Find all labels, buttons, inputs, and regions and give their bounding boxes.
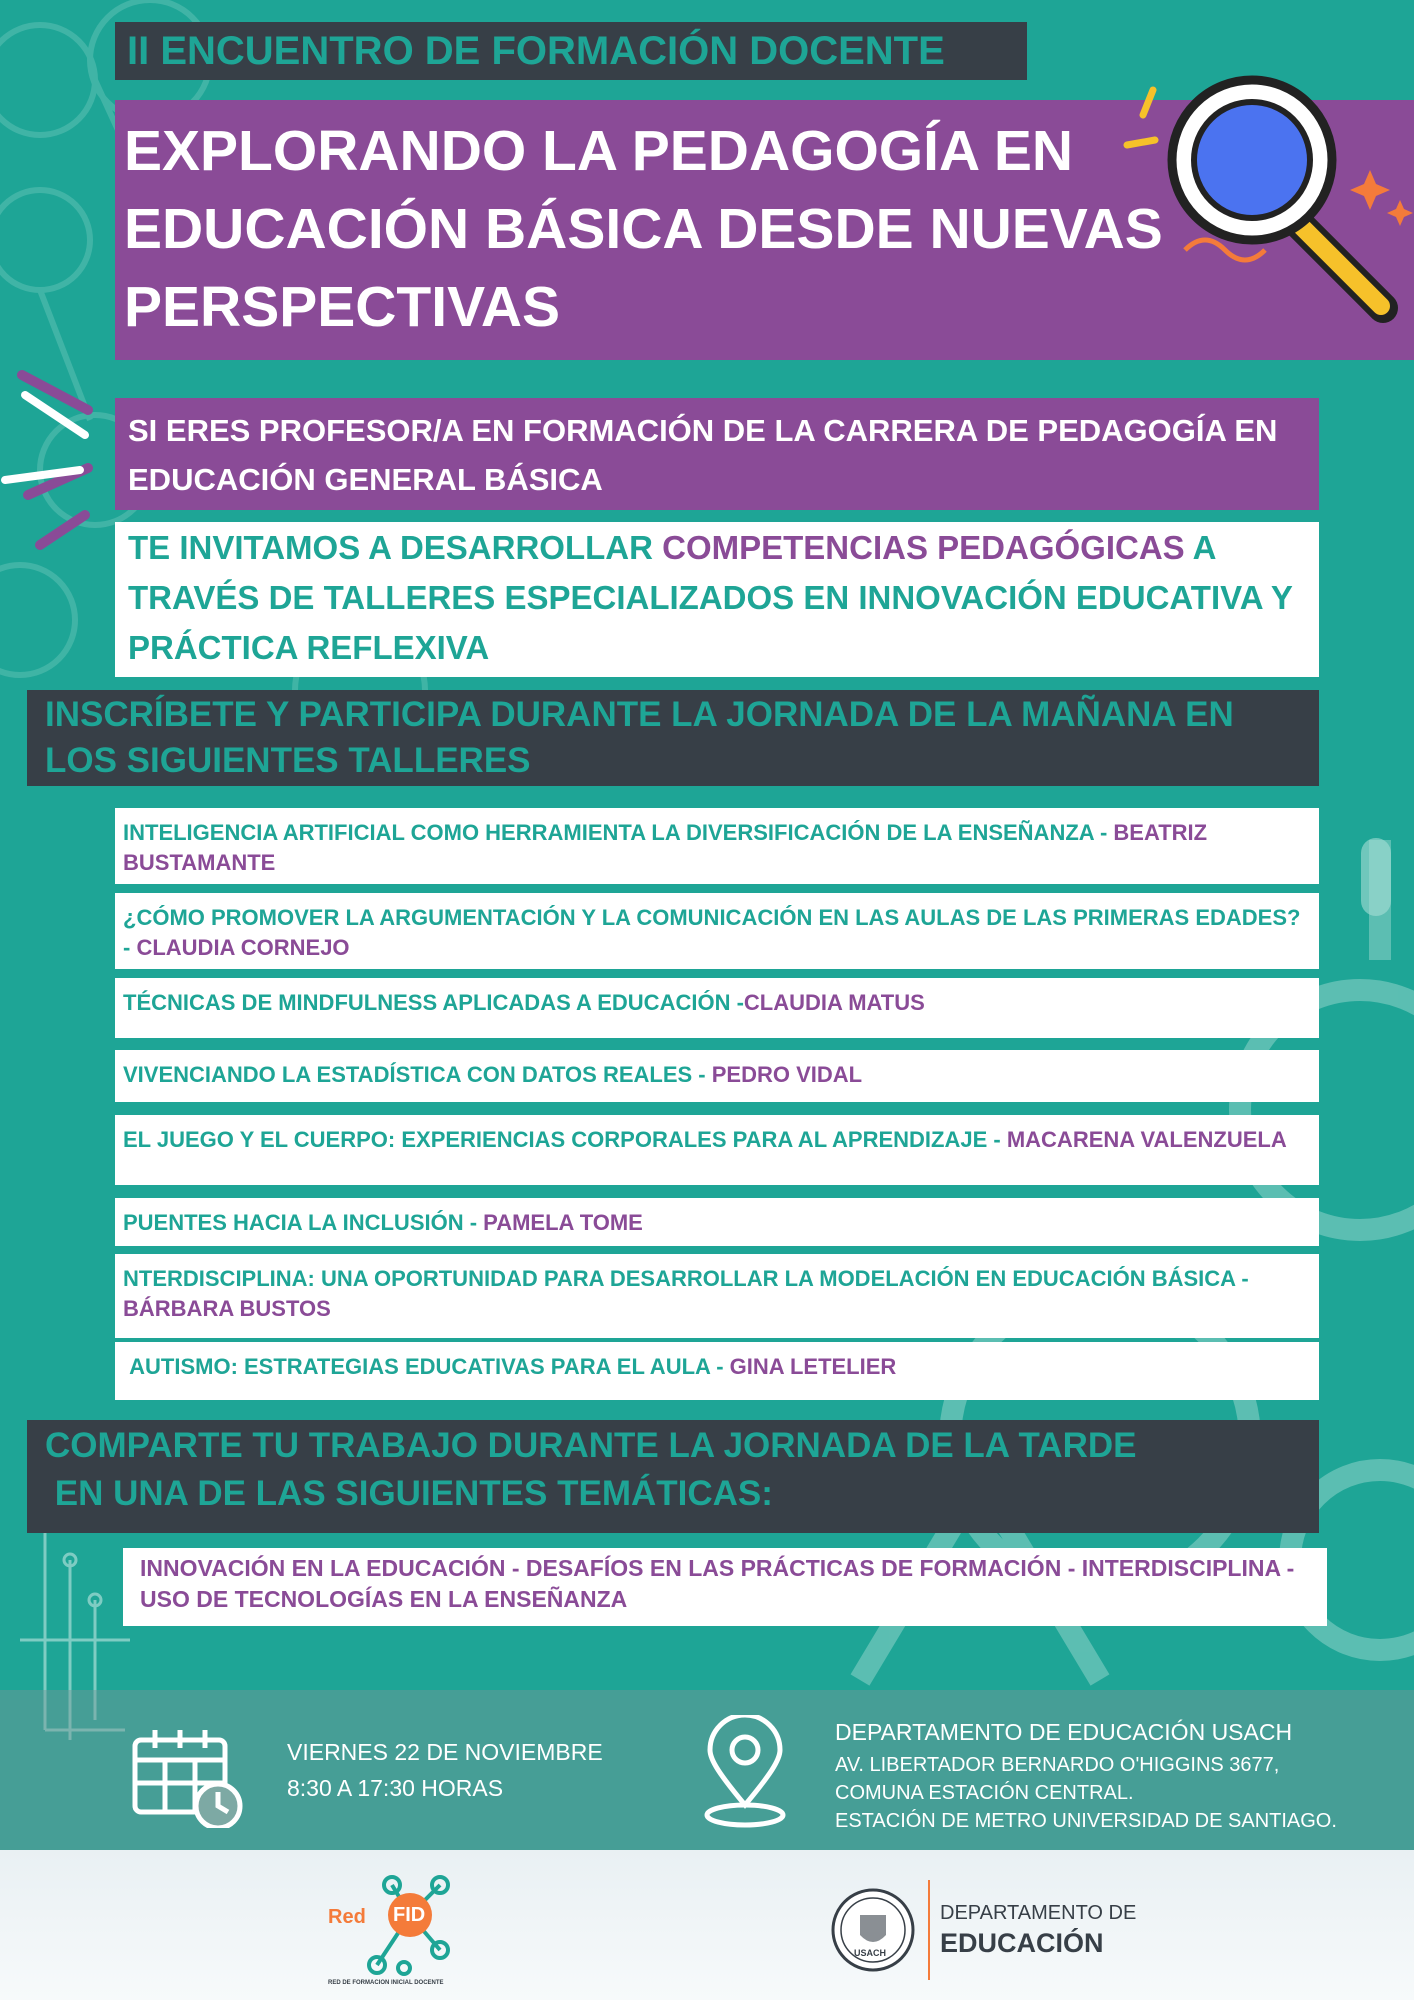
workshop-speaker: PEDRO VIDAL <box>711 1062 863 1087</box>
dept-line1: DEPARTAMENTO DE <box>940 1902 1137 1924</box>
workshop-speaker: PAMELA TOME <box>483 1210 643 1235</box>
invite-highlight: COMPETENCIAS PEDAGÓGICAS <box>662 529 1185 566</box>
workshop-speaker: MACARENA VALENZUELA <box>1006 1127 1287 1152</box>
usach-seal-label: USACH <box>854 1948 887 1958</box>
workshop-title: EL JUEGO Y EL CUERPO: EXPERIENCIAS CORPORALES PARA AL APRENDIZAJE - <box>123 1127 1007 1152</box>
workshop-item <box>115 978 1319 1038</box>
afternoon-heading-line1: COMPARTE TU TRABAJO DURANTE LA JORNADA DE LA TARDE <box>45 1426 1137 1465</box>
workshop-title: ¿CÓMO PROMOVER LA ARGUMENTACIÓN Y LA COMUNICACIÓN EN LAS AULAS DE LAS PRIMERAS EDADES? - <box>123 905 1307 960</box>
event-address-1: AV. LIBERTADOR BERNARDO O'HIGGINS 3677, <box>835 1754 1280 1776</box>
magnifier-icon <box>1115 60 1414 330</box>
event-tag: II ENCUENTRO DE FORMACIÓN DOCENTE <box>115 22 1027 80</box>
usach-seal-logo <box>828 1885 918 1975</box>
event-address-2: COMUNA ESTACIÓN CENTRAL. <box>835 1782 1134 1804</box>
redfid-fid-label: FID <box>393 1904 426 1926</box>
workshop-speaker: BEATRIZ BUSTAMANTE <box>123 820 1208 875</box>
logo-divider <box>928 1880 930 1980</box>
afternoon-heading <box>45 1422 1315 1518</box>
workshop-item <box>115 1198 1319 1246</box>
workshop-title: TÉCNICAS DE MINDFULNESS APLICADAS A EDUCACIÓN - <box>123 990 744 1015</box>
page-title: EXPLORANDO LA PEDAGOGÍA EN EDUCACIÓN BÁSICA DESDE NUEVAS PERSPECTIVAS <box>124 119 1163 339</box>
location-pin-icon <box>700 1715 790 1830</box>
workshop-title: VIVENCIANDO LA ESTADÍSTICA CON DATOS REALES - <box>123 1062 712 1087</box>
redfid-red-label: Red <box>328 1906 366 1928</box>
event-time: 8:30 A 17:30 HORAS <box>287 1775 504 1801</box>
usach-logo <box>828 1880 1208 1990</box>
topics-text: INNOVACIÓN EN LA EDUCACIÓN - DESAFÍOS EN LAS PRÁCTICAS DE FORMACIÓN - INTERDISCIPLINA - USO DE TECNOLOGÍAS EN LA ENSEÑANZA <box>140 1555 1295 1612</box>
workshop-speaker: CLAUDIA MATUS <box>743 990 925 1015</box>
afternoon-heading-line2: EN UNA DE LAS SIGUIENTES TEMÁTICAS: <box>45 1474 773 1513</box>
workshop-title: NTERDISCIPLINA: UNA OPORTUNIDAD PARA DESARROLLAR LA MODELACIÓN EN EDUCACIÓN BÁSICA - <box>123 1266 1255 1291</box>
workshop-item <box>115 1254 1319 1338</box>
workshop-title: INTELIGENCIA ARTIFICIAL COMO HERRAMIENTA LA DIVERSIFICACIÓN DE LA ENSEÑANZA - <box>123 820 1114 845</box>
redfid-subtitle: RED DE FORMACION INICIAL DOCENTE <box>328 1980 444 1986</box>
workshop-speaker: GINA LETELIER <box>729 1354 897 1379</box>
invite-prefix: TE INVITAMOS A DESARROLLAR <box>128 529 663 566</box>
invite-text <box>128 523 1308 673</box>
dept-line2: EDUCACIÓN <box>940 1928 1104 1958</box>
invite-suffix: A TRAVÉS DE TALLERES ESPECIALIZADOS EN INNOVACIÓN EDUCATIVA Y PRÁCTICA REFLEXIVA <box>128 529 1293 666</box>
workshop-item <box>115 1342 1319 1400</box>
workshop-speaker: BÁRBARA BUSTOS <box>123 1296 331 1321</box>
workshop-speaker: CLAUDIA CORNEJO <box>136 935 350 960</box>
workshop-item <box>115 808 1319 884</box>
event-date: VIERNES 22 DE NOVIEMBRE <box>287 1739 603 1765</box>
workshop-item <box>115 893 1319 969</box>
redfid-logo <box>322 1870 482 1990</box>
event-address-3: ESTACIÓN DE METRO UNIVERSIDAD DE SANTIAGO. <box>835 1810 1337 1832</box>
morning-heading: INSCRÍBETE Y PARTICIPA DURANTE LA JORNADA DE LA MAÑANA EN LOS SIGUIENTES TALLERES <box>45 695 1234 780</box>
calendar-clock-icon <box>130 1728 245 1828</box>
audience-text: SI ERES PROFESOR/A EN FORMACIÓN DE LA CARRERA DE PEDAGOGÍA EN EDUCACIÓN GENERAL BÁSICA <box>128 413 1278 497</box>
workshop-item <box>115 1050 1319 1102</box>
workshop-item <box>115 1115 1319 1185</box>
workshop-title: PUENTES HACIA LA INCLUSIÓN - <box>123 1210 484 1235</box>
event-venue: DEPARTAMENTO DE EDUCACIÓN USACH <box>835 1719 1293 1745</box>
workshop-title: AUTISMO: ESTRATEGIAS EDUCATIVAS PARA EL AULA - <box>123 1354 730 1379</box>
